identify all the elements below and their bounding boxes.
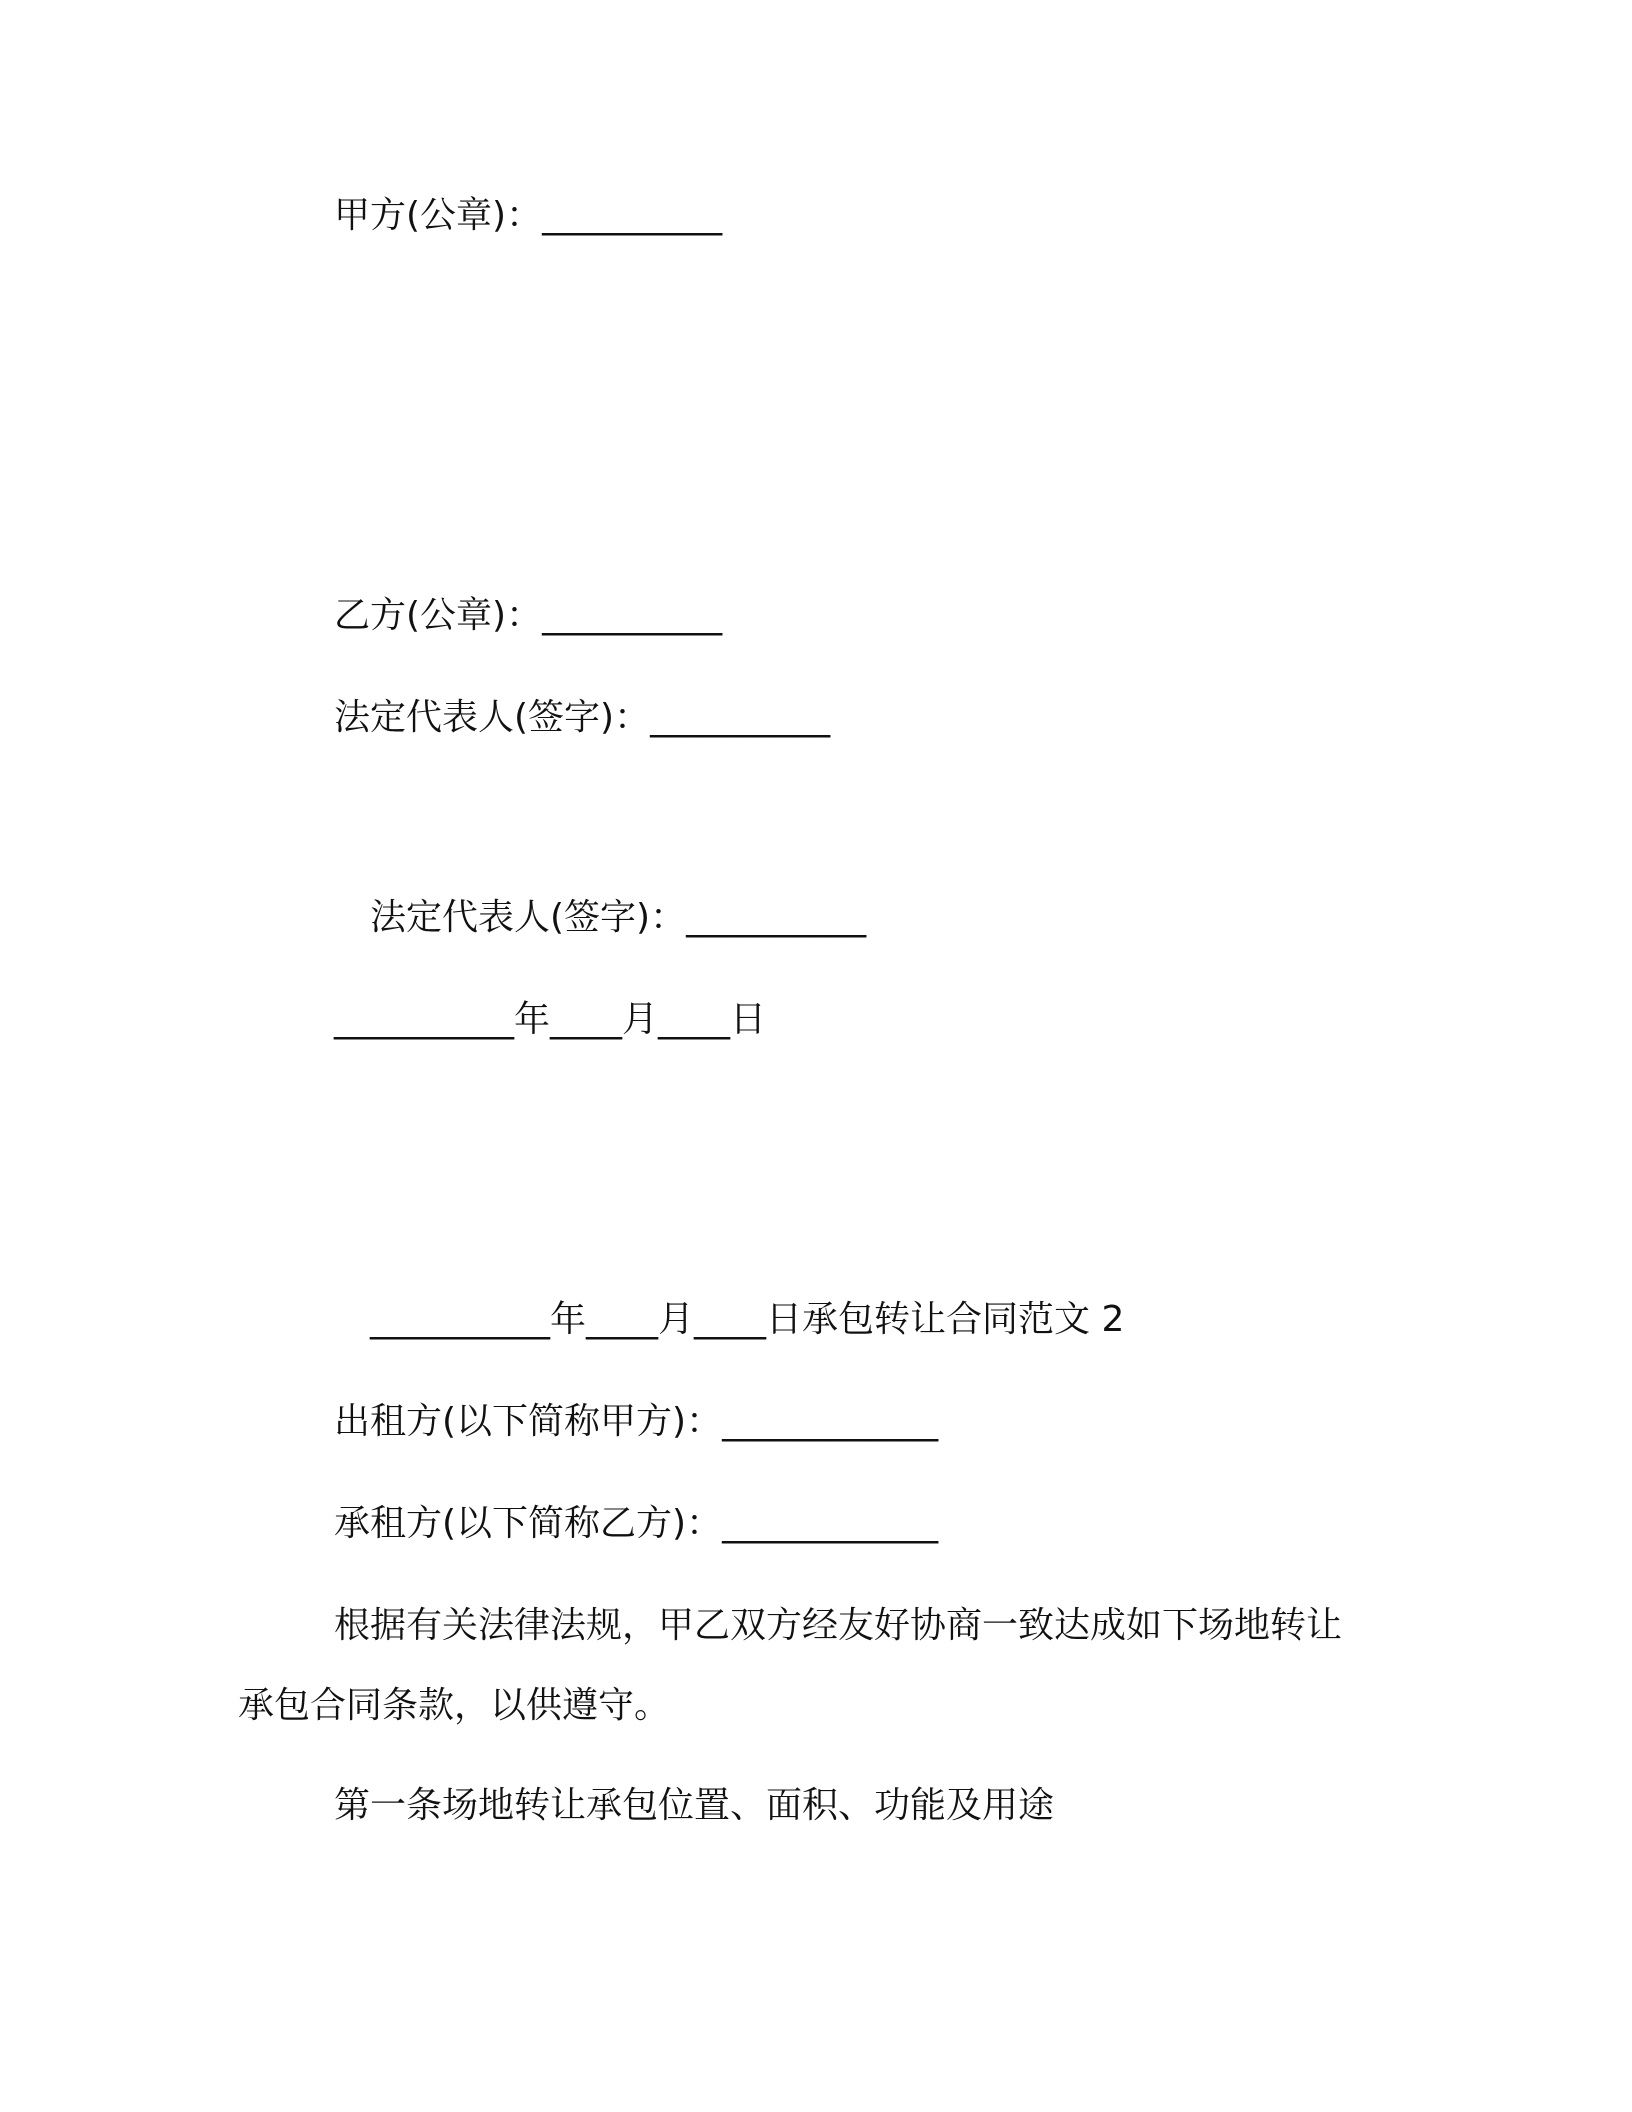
paragraph-line-2: 承包合同条款，以供遵守。 [238, 1685, 671, 1726]
lessee-line: 承租方(以下简称乙方)：____________ [334, 1503, 939, 1544]
contract-title-line: __________年____月____日承包转让合同范文 2 [370, 1299, 1125, 1340]
party-b-seal-line: 乙方(公章)：__________ [334, 595, 723, 636]
article-one-heading: 第一条场地转让承包位置、面积、功能及用途 [334, 1785, 1055, 1826]
lessor-line: 出租方(以下简称甲方)：____________ [334, 1401, 939, 1442]
legal-representative-line-2: 法定代表人(签字)：__________ [370, 897, 867, 938]
paragraph-line-1: 根据有关法律法规，甲乙双方经友好协商一致达成如下场地转让 [334, 1605, 1343, 1646]
party-a-seal-line: 甲方(公章)：__________ [334, 195, 723, 236]
date-line: __________年____月____日 [334, 999, 766, 1040]
legal-representative-line: 法定代表人(签字)：__________ [334, 697, 831, 738]
